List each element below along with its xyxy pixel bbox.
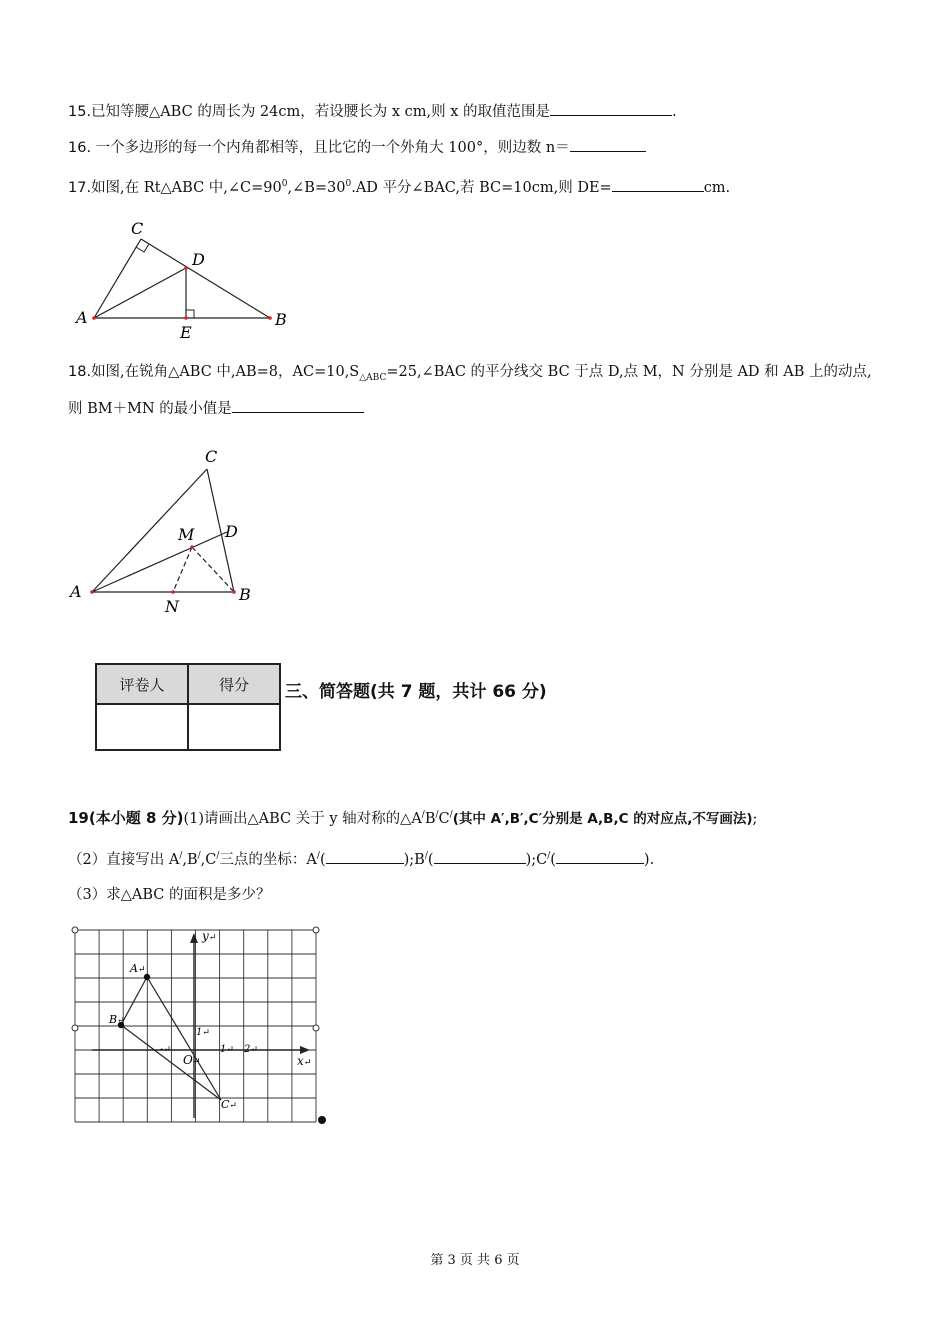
paren: ( <box>319 851 326 868</box>
question-text: ,C <box>200 851 217 868</box>
question-text: );C <box>525 851 548 868</box>
question-text: B <box>424 810 436 827</box>
handle-icon <box>313 927 319 933</box>
answer-blank-b[interactable] <box>434 849 526 864</box>
label-C: C <box>205 447 218 466</box>
question-text: （3）求△ABC 的面积是多少？ <box>68 887 271 903</box>
question-text: 如图,在锐角△ABC 中,AB=8，AC=10,S <box>91 364 360 380</box>
answer-blank-c[interactable] <box>556 849 644 864</box>
label-origin: O↵ <box>183 1053 201 1067</box>
point-A <box>90 590 94 594</box>
point-N <box>171 590 175 594</box>
point-D <box>184 266 188 270</box>
prime-mark: / <box>179 851 183 861</box>
label-B: B <box>239 585 251 604</box>
label-A: A <box>76 308 88 327</box>
question-text: 已知等腰△ABC 的周长为 24cm，若设腰长为 x cm,则 x 的取值范围是 <box>91 104 551 120</box>
prime-mark: / <box>197 851 201 861</box>
y-axis-arrow-icon <box>190 933 198 943</box>
point-B <box>232 590 236 594</box>
question-16 <box>68 137 646 158</box>
question-19-part2 <box>68 846 654 870</box>
question-text: );B <box>403 851 425 868</box>
handle-icon <box>313 1025 319 1031</box>
question-text: ,B <box>182 851 198 868</box>
prime-mark: / <box>216 851 220 861</box>
grader-cell[interactable] <box>96 704 188 750</box>
label-N: N <box>165 597 179 616</box>
question-head: 19(本小题 8 分) <box>68 808 184 827</box>
point-M <box>190 545 194 549</box>
prime-mark: / <box>424 851 428 861</box>
segment-AC <box>94 239 141 318</box>
question-text: .AD 平分∠BAC,若 BC=10cm,则 DE= <box>351 179 612 196</box>
question-text-end: ; <box>752 810 758 827</box>
tick-label-x2: 2↵ <box>244 1044 258 1055</box>
segment-AD <box>94 268 186 318</box>
segment-AC <box>147 977 221 1100</box>
question-text: 一个多边形的每一个内角都相等，且比它的一个外角大 100°，则边数 n＝ <box>91 140 570 156</box>
question-text: 三点的坐标：A <box>219 851 317 868</box>
question-number: 18. <box>68 364 92 380</box>
point-A <box>92 316 96 320</box>
question-text: 如图,在 Rt△ABC 中,∠C=90 <box>91 179 282 196</box>
figure-18 <box>65 440 275 620</box>
point-E <box>184 316 188 320</box>
label-D: D <box>192 250 205 269</box>
label-M: M <box>178 525 195 544</box>
subscript: △ABC <box>359 372 387 383</box>
prime-mark: / <box>547 851 551 861</box>
prime-mark: / <box>316 851 320 861</box>
answer-blank-a[interactable] <box>326 849 404 864</box>
segment-AB <box>121 977 147 1025</box>
question-18 <box>68 362 872 388</box>
question-text: C <box>438 810 450 827</box>
score-table <box>95 663 281 751</box>
answer-blank[interactable] <box>570 137 646 152</box>
question-text: （2）直接写出 A <box>68 851 180 868</box>
question-text: ,∠B=30 <box>287 179 346 196</box>
question-text-end: . <box>672 104 677 120</box>
segment-CB <box>141 239 270 318</box>
tick-label-y1: 1↵ <box>196 1027 210 1038</box>
figure-19-grid <box>68 922 338 1132</box>
label-A: A↵ <box>130 962 146 975</box>
page-footer: 第 3 页 共 6 页 <box>430 1253 520 1268</box>
question-text: 则 BM＋MN 的最小值是 <box>68 401 232 417</box>
question-17 <box>68 174 730 198</box>
prime-mark: / <box>421 810 425 820</box>
answer-blank[interactable] <box>612 177 704 192</box>
question-19-part3 <box>68 885 270 905</box>
paren: ( <box>550 851 556 868</box>
label-D: D <box>225 522 238 541</box>
label-E: E <box>180 323 192 342</box>
superscript: 0 <box>345 179 352 189</box>
figure-17 <box>70 215 300 345</box>
label-C: C <box>131 219 144 238</box>
answer-blank[interactable] <box>232 398 364 413</box>
question-number: 17. <box>68 179 92 196</box>
segment-AD <box>92 532 227 592</box>
handle-icon <box>72 927 78 933</box>
segment-MN-dashed <box>173 547 192 592</box>
question-text: (1)请画出△ABC 关于 y 轴对称的△A <box>183 810 422 827</box>
label-y: y↵ <box>202 929 217 943</box>
x-axis-arrow-icon <box>300 1046 310 1054</box>
label-B: B <box>275 310 287 329</box>
question-number: 16. <box>68 140 92 156</box>
grid-lines <box>75 930 316 1122</box>
question-text-end: ). <box>643 851 655 868</box>
question-text: =25,∠BAC 的平分线交 BC 于点 D,点 M，N 分别是 AD 和 AB 上的动点, <box>386 364 872 380</box>
handle-icon <box>72 1025 78 1031</box>
corner-dot-icon <box>318 1116 326 1124</box>
tick-label-x1: 1↵ <box>220 1044 234 1055</box>
header-score: 得分 <box>188 664 280 704</box>
question-19 <box>68 805 757 829</box>
header-grader: 评卷人 <box>96 664 188 704</box>
answer-blank[interactable] <box>550 101 672 116</box>
point-B <box>268 316 272 320</box>
label-C: C↵ <box>221 1098 237 1111</box>
prime-mark: / <box>449 810 453 820</box>
label-B: B↵ <box>109 1013 125 1026</box>
tick-label-neg: -↵ <box>160 1044 171 1055</box>
prime-mark: / <box>435 810 439 820</box>
label-A: A <box>70 582 82 601</box>
label-x: x↵ <box>297 1054 312 1068</box>
superscript: 0 <box>281 179 288 189</box>
question-note: (其中 A′,B′,C′分别是 A,B,C 的对应点,不写画法) <box>452 810 753 827</box>
score-cell[interactable] <box>188 704 280 750</box>
question-15 <box>68 101 677 122</box>
question-number: 15. <box>68 104 92 120</box>
segment-MB-dashed <box>192 547 234 592</box>
question-text-end: cm. <box>703 179 731 196</box>
paren: ( <box>427 851 434 868</box>
question-18-line2 <box>68 398 364 419</box>
section-title: 三、简答题(共 7 题，共计 66 分) <box>285 682 547 702</box>
